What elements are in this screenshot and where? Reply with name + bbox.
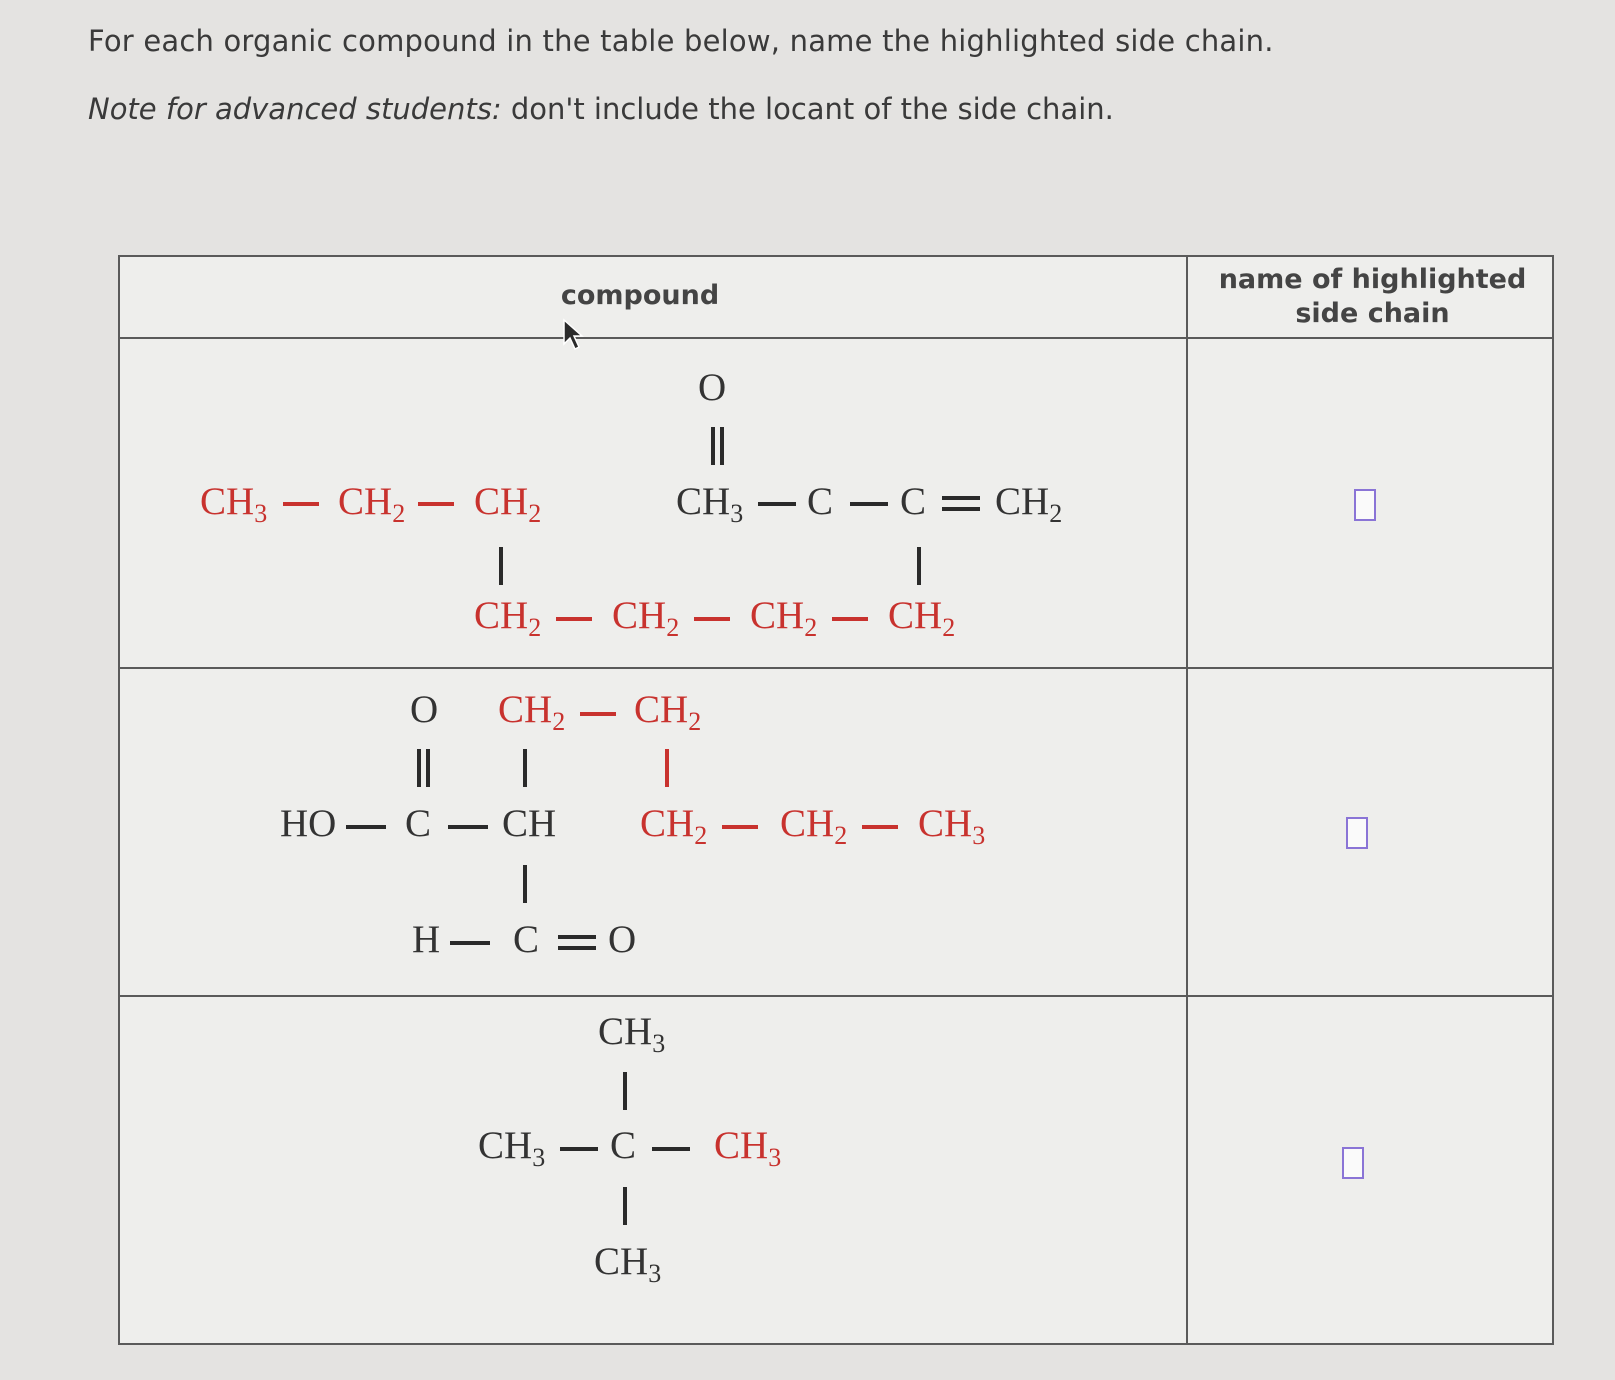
- double-bond: [942, 507, 980, 511]
- atom-CH2: $CH_2$: [995, 480, 1063, 528]
- bond: [832, 617, 868, 621]
- bond: [418, 502, 454, 506]
- double-bond: [942, 496, 980, 500]
- question-prompt: For each organic compound in the table below, name the highlighted side chain.: [88, 24, 1274, 58]
- bond: [448, 825, 488, 829]
- bond: [560, 1147, 598, 1151]
- header-side-chain-name: name of highlighted side chain: [1218, 264, 1527, 329]
- highlight-CH2: $CH_2$: [750, 594, 818, 642]
- highlight-CH2: $CH_2$: [338, 480, 406, 528]
- bond: [623, 1187, 627, 1225]
- bond: [346, 825, 386, 829]
- bond: [694, 617, 730, 621]
- atom-CH3: $CH_3$: [478, 1124, 546, 1172]
- double-bond: [558, 935, 596, 939]
- answer-input-2[interactable]: [1346, 817, 1368, 849]
- highlight-CH2: $CH_2$: [474, 594, 542, 642]
- bond: [652, 1147, 690, 1151]
- double-bond: [417, 749, 421, 787]
- bond: [850, 502, 888, 506]
- note-text: don't include the locant of the side chain.: [501, 92, 1114, 126]
- header-divider: [120, 337, 1552, 339]
- atom-C: C: [900, 480, 927, 523]
- bond: [665, 749, 669, 787]
- bond: [556, 617, 592, 621]
- atom-C: C: [610, 1124, 637, 1167]
- note-label: Note for advanced students:: [88, 92, 502, 126]
- highlight-CH2: $CH_2$: [498, 688, 566, 736]
- row-divider-1: [120, 667, 1552, 669]
- mouse-pointer-icon: [562, 318, 588, 352]
- highlight-CH2: $CH_2$: [474, 480, 542, 528]
- double-bond: [720, 427, 724, 465]
- atom-CH3: $CH_3$: [598, 1010, 666, 1058]
- atom-CH3: $CH_3$: [594, 1240, 662, 1288]
- double-bond: [558, 946, 596, 950]
- bond: [758, 502, 796, 506]
- highlight-CH2: $CH_2$: [888, 594, 956, 642]
- column-divider: [1186, 257, 1188, 1343]
- bond: [722, 825, 758, 829]
- bond: [623, 1072, 627, 1110]
- atom-CH: CH: [502, 802, 557, 845]
- compound-table: [118, 255, 1554, 1345]
- atom-C: C: [405, 802, 432, 845]
- highlight-CH2: $CH_2$: [780, 802, 848, 850]
- bond: [450, 941, 490, 945]
- atom-C: C: [513, 918, 540, 961]
- answer-input-1[interactable]: [1354, 489, 1376, 521]
- highlight-CH3: $CH_3$: [714, 1124, 782, 1172]
- highlight-CH2: $CH_2$: [634, 688, 702, 736]
- atom-CH3: $CH_3$: [676, 480, 744, 528]
- row-divider-2: [120, 995, 1552, 997]
- atom-O: O: [410, 688, 439, 731]
- bond: [580, 712, 616, 716]
- bond: [523, 749, 527, 787]
- atom-H: H: [412, 918, 441, 961]
- highlight-CH3: $CH_3$: [918, 802, 986, 850]
- highlight-CH2: $CH_2$: [640, 802, 708, 850]
- atom-O: O: [698, 366, 727, 409]
- bond: [499, 547, 503, 585]
- atom-HO: HO: [280, 802, 337, 845]
- double-bond: [426, 749, 430, 787]
- highlight-CH2: $CH_2$: [612, 594, 680, 642]
- answer-input-3[interactable]: [1342, 1147, 1364, 1179]
- bond: [862, 825, 898, 829]
- bond: [283, 502, 319, 506]
- atom-C: C: [807, 480, 834, 523]
- question-note: [88, 92, 1114, 126]
- double-bond: [711, 427, 715, 465]
- bond: [917, 547, 921, 585]
- bond: [523, 865, 527, 903]
- atom-O: O: [608, 918, 637, 961]
- highlight-CH3: $CH_3$: [200, 480, 268, 528]
- header-compound: compound: [560, 280, 720, 311]
